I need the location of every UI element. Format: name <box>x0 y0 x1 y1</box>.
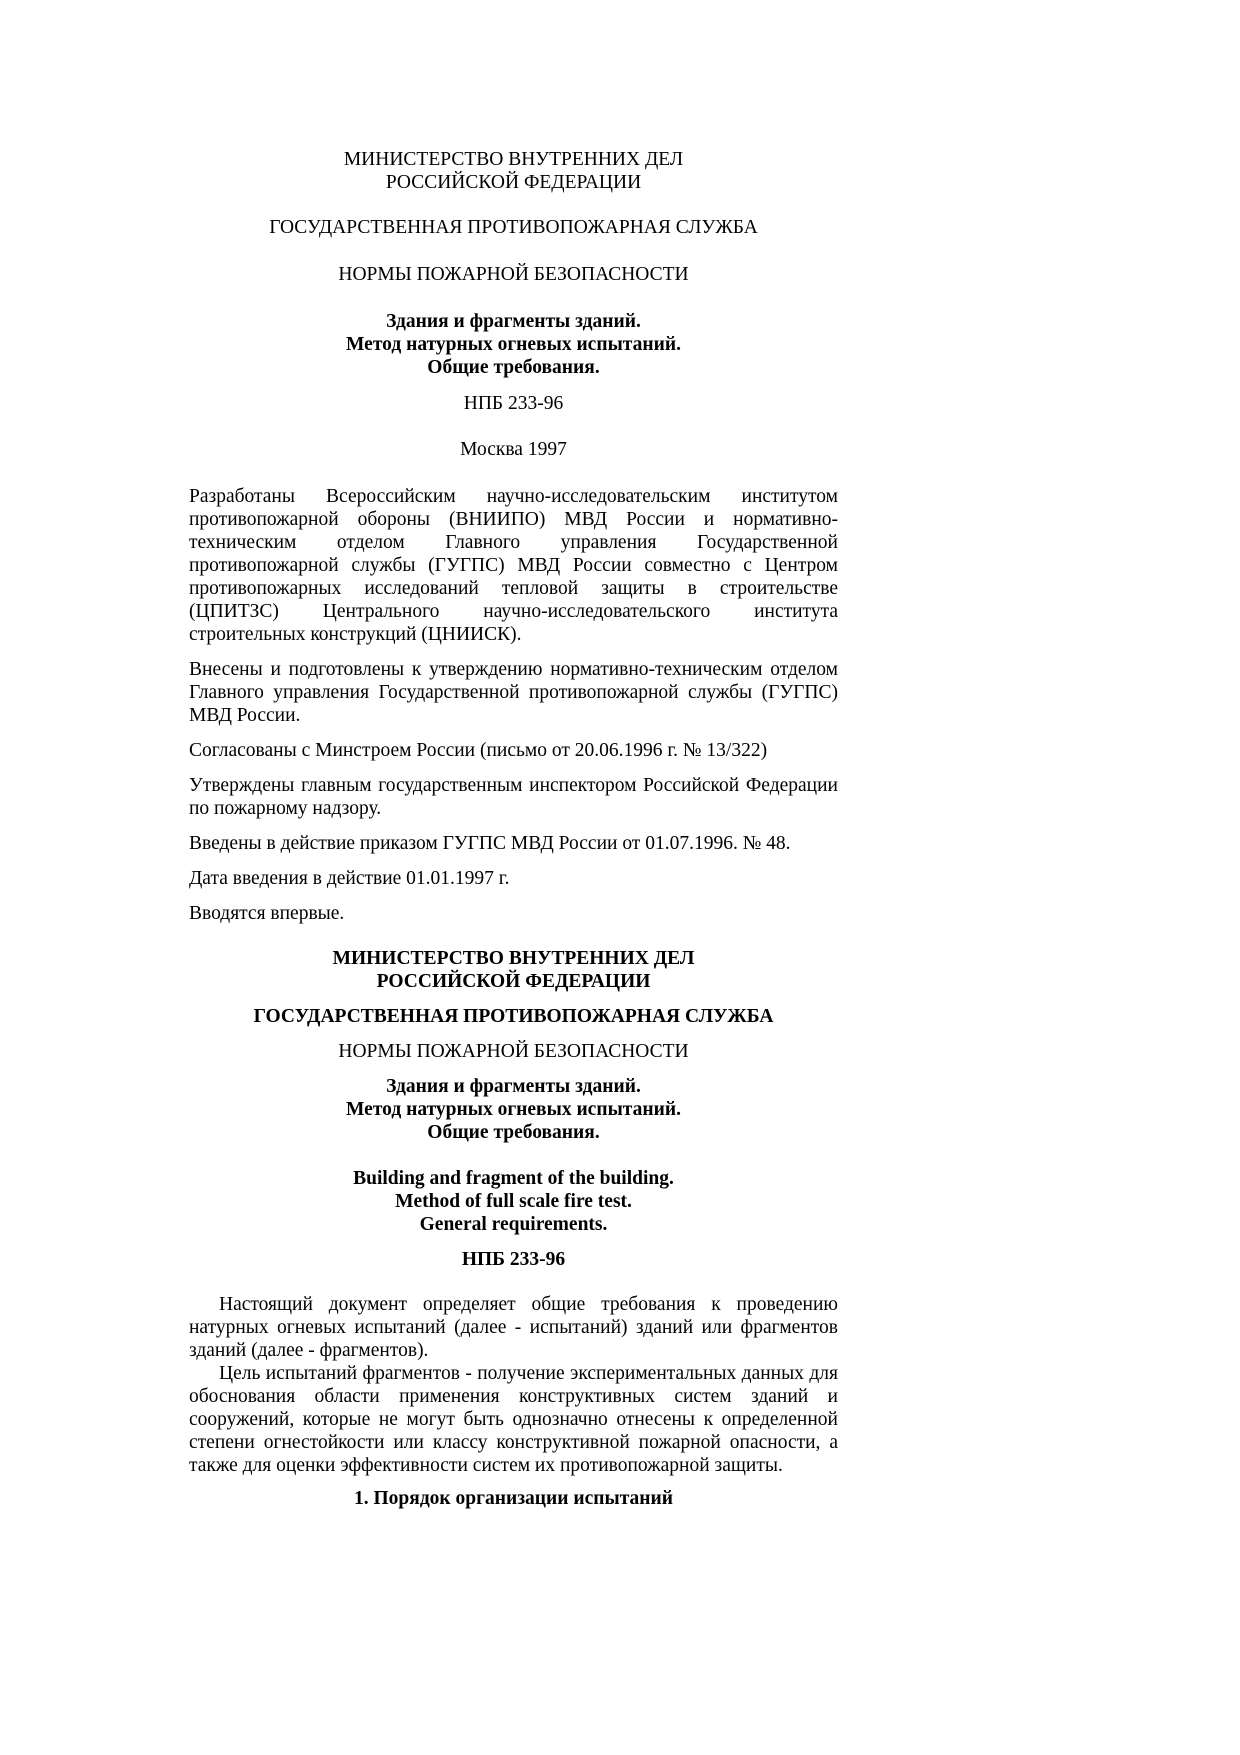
header2-title-line1: Здания и фрагменты зданий. <box>386 1076 641 1097</box>
cover-title-line2: Метод натурных огневых испытаний. <box>346 334 681 355</box>
body-para2: Цель испытаний фрагментов - получение экспериментальных данных для обоснования области применения конструктивных систем зданий и сооружений, которые не могут быть однозначно отнесены к определенной степени огнестойкости или классу конструктивной пожарной опасности, а также для оценки эффективности систем их противопожарной защиты. <box>189 1363 838 1476</box>
header2-title <box>189 1075 838 1144</box>
header2-english-title <box>189 1167 838 1236</box>
body-para1: Настоящий документ определяет общие требования к проведению натурных огневых испытаний (далее - испытаний) зданий или фрагментов зданий (далее - фрагментов). <box>189 1294 838 1361</box>
cover-service: ГОСУДАРСТВЕННАЯ ПРОТИВОПОЖАРНАЯ СЛУЖБА <box>269 217 758 238</box>
info-submitted: Внесены и подготовлены к утверждению нормативно-техническим отделом Главного управления Государственной противопожарной службы (ГУГПС) МВД России. <box>189 659 838 726</box>
document-page <box>189 148 838 1510</box>
header2-en-line3: General requirements. <box>419 1214 608 1235</box>
cover-title-line1: Здания и фрагменты зданий. <box>386 311 641 332</box>
cover-ministry-line2: РОССИЙСКОЙ ФЕДЕРАЦИИ <box>385 172 642 193</box>
cover-place-year: Москва 1997 <box>460 439 567 460</box>
header2-service: ГОСУДАРСТВЕННАЯ ПРОТИВОПОЖАРНАЯ СЛУЖБА <box>253 1006 774 1027</box>
info-enacted: Введены в действие приказом ГУГПС МВД России от 01.07.1996. № 48. <box>189 833 791 854</box>
header2-ministry <box>189 947 838 993</box>
header2-title-line3: Общие требования. <box>427 1122 600 1143</box>
header2-ministry-line1: МИНИСТЕРСТВО ВНУТРЕННИХ ДЕЛ <box>332 948 695 969</box>
info-first-time: Вводятся впервые. <box>189 903 345 924</box>
header2-title-line2: Метод натурных огневых испытаний. <box>346 1099 681 1120</box>
cover-norms: НОРМЫ ПОЖАРНОЙ БЕЗОПАСНОСТИ <box>338 264 689 285</box>
header2-en-line2: Method of full scale fire test. <box>395 1191 632 1212</box>
info-effective-date: Дата введения в действие 01.01.1997 г. <box>189 868 510 889</box>
header2-norms: НОРМЫ ПОЖАРНОЙ БЕЗОПАСНОСТИ <box>338 1041 689 1062</box>
info-developed: Разработаны Всероссийским научно-исследовательским институтом противопожарной обороны (ВНИИПО) МВД России и нормативно-техническим отделом Главного управления Государственной противопожарной службы (ГУГПС) МВД России совместно с Центром противопожарных исследований тепловой защиты в строительстве (ЦПИТЗС) Центрального научно-исследовательского института строительных конструкций (ЦНИИСК). <box>189 486 838 645</box>
cover-ministry-line1: МИНИСТЕРСТВО ВНУТРЕННИХ ДЕЛ <box>343 149 684 170</box>
header2-en-line1: Building and fragment of the building. <box>353 1168 674 1189</box>
info-agreed: Согласованы с Минстроем России (письмо от 20.06.1996 г. № 13/322) <box>189 740 768 761</box>
cover-title-line3: Общие требования. <box>427 357 600 378</box>
cover-ministry <box>189 148 838 194</box>
info-approved: Утверждены главным государственным инспектором Российской Федерации по пожарному надзору. <box>189 775 838 819</box>
cover-code: НПБ 233-96 <box>463 393 564 414</box>
header2-ministry-line2: РОССИЙСКОЙ ФЕДЕРАЦИИ <box>376 971 651 992</box>
cover-title <box>189 310 838 379</box>
header2-code: НПБ 233-96 <box>461 1249 566 1270</box>
section1-heading: 1. Порядок организации испытаний <box>354 1488 673 1509</box>
